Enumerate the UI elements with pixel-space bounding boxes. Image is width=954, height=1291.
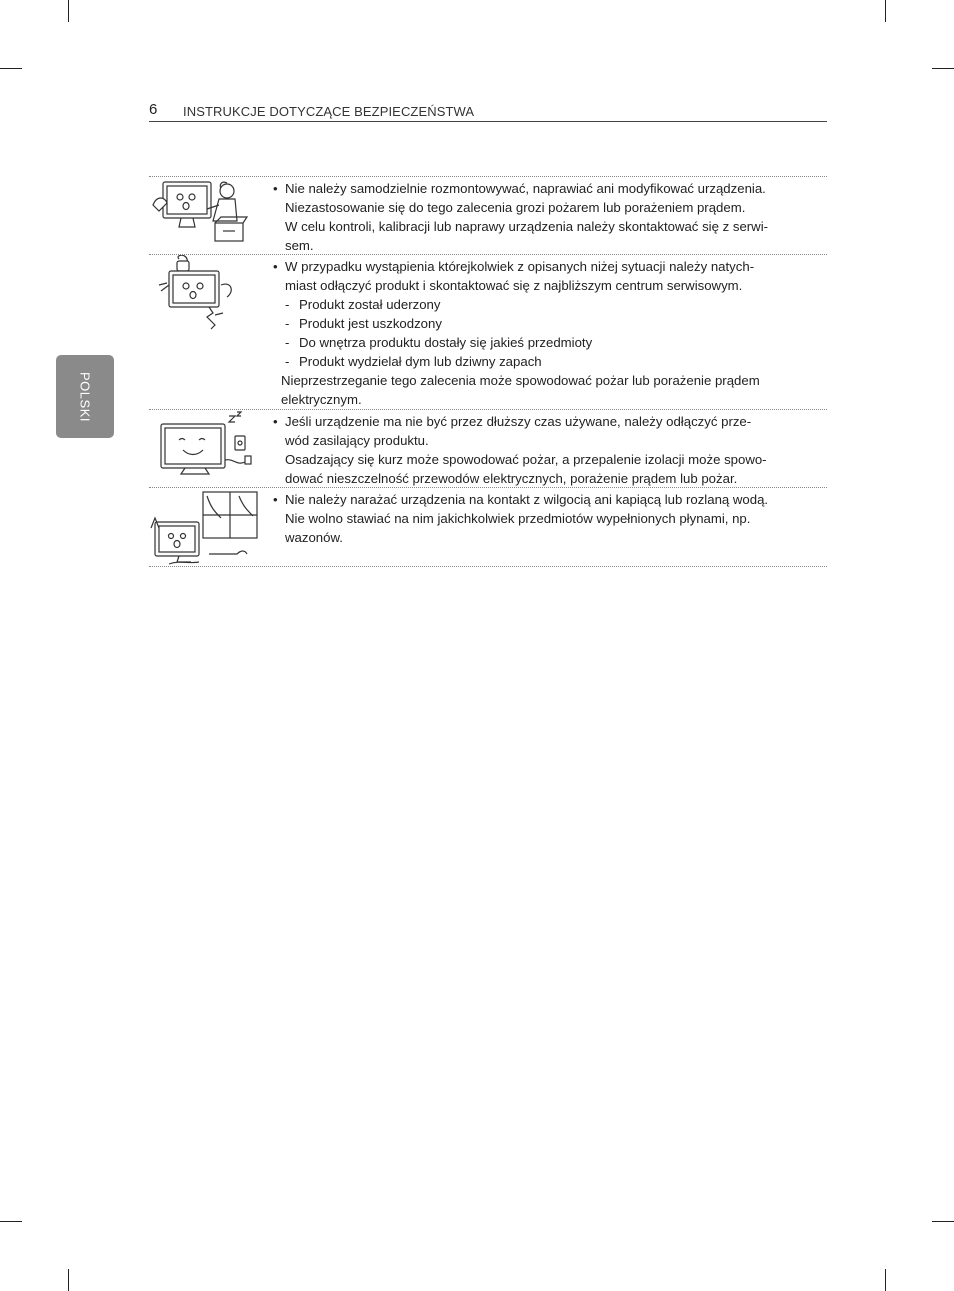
bullet-icon: •: [273, 181, 278, 196]
section-title: INSTRUKCJE DOTYCZĄCE BEZPIECZEŃSTWA: [183, 104, 475, 119]
dash-icon: -: [285, 297, 290, 312]
header-divider: [149, 121, 827, 122]
instruction-line: Nie wolno stawiać na nim jakichkolwiek przedmiotów wypełnionych płynami, np.: [285, 511, 751, 526]
tv-unplugged-sleeping-icon: [149, 410, 261, 486]
instruction-line: W celu kontroli, kalibracji lub naprawy urządzenia należy skontaktować się z serwi-: [285, 219, 769, 234]
page-number: 6: [149, 101, 158, 118]
instruction-line: sem.: [285, 238, 314, 253]
warning-line: elektrycznym.: [281, 392, 362, 407]
instruction-line: Niezastosowanie się do tego zalecenia grozi pożarem lub porażeniem prądem.: [285, 200, 746, 215]
sub-item: Produkt jest uszkodzony: [299, 316, 442, 331]
instruction-line: Osadzający się kurz może spowodować pożar, a przepalenie izolacji może spowo-: [285, 452, 767, 467]
crop-mark: [0, 1221, 22, 1222]
bullet-icon: •: [273, 414, 278, 429]
dash-icon: -: [285, 354, 290, 369]
sub-item: Produkt został uderzony: [299, 297, 441, 312]
instruction-line: Nie należy samodzielnie rozmontowywać, naprawiać ani modyfikować urządzenia.: [285, 181, 766, 196]
language-tab: [56, 355, 114, 438]
safety-item: [149, 177, 827, 255]
crop-mark: [885, 0, 886, 22]
instruction-line: W przypadku wystąpienia którejkolwiek z opisanych niżej sytuacji należy natych-: [285, 259, 755, 274]
safety-instructions-list: [149, 176, 827, 567]
safety-item: [149, 488, 827, 567]
language-tab-label: POLSKI: [77, 371, 93, 422]
instruction-line: Nie należy narażać urządzenia na kontakt z wilgocią ani kapiącą lub rozlaną wodą.: [285, 492, 769, 507]
bullet-icon: •: [273, 259, 278, 274]
instruction-line: wazonów.: [285, 530, 343, 545]
sub-item: Do wnętrza produktu dostały się jakieś przedmioty: [299, 335, 593, 350]
tv-damaged-smoke-icon: [149, 255, 261, 331]
safety-item: [149, 255, 827, 410]
instruction-line: wód zasilający produktu.: [285, 433, 429, 448]
safety-item: [149, 410, 827, 488]
bullet-icon: •: [273, 492, 278, 507]
dash-icon: -: [285, 316, 290, 331]
crop-mark: [68, 1269, 69, 1291]
instruction-line: Jeśli urządzenie ma nie być przez dłuższy czas używane, należy odłączyć prze-: [285, 414, 752, 429]
instruction-line: miast odłączyć produkt i skontaktować się z najbliższym centrum serwisowym.: [285, 278, 743, 293]
crop-mark: [885, 1269, 886, 1291]
crop-mark: [932, 1221, 954, 1222]
crop-mark: [68, 0, 69, 22]
crop-mark: [0, 68, 22, 69]
crop-mark: [932, 68, 954, 69]
warning-line: Nieprzestrzeganie tego zalecenia może spowodować pożar lub porażenie prądem: [281, 373, 760, 388]
instruction-line: dować nieszczelność przewodów elektrycznych, porażenie prądem lub pożar.: [285, 471, 738, 486]
tv-repair-person-icon: [149, 177, 261, 253]
sub-item: Produkt wydzielał dym lub dziwny zapach: [299, 354, 542, 369]
tv-window-moisture-icon: [149, 488, 261, 564]
dash-icon: -: [285, 335, 290, 350]
